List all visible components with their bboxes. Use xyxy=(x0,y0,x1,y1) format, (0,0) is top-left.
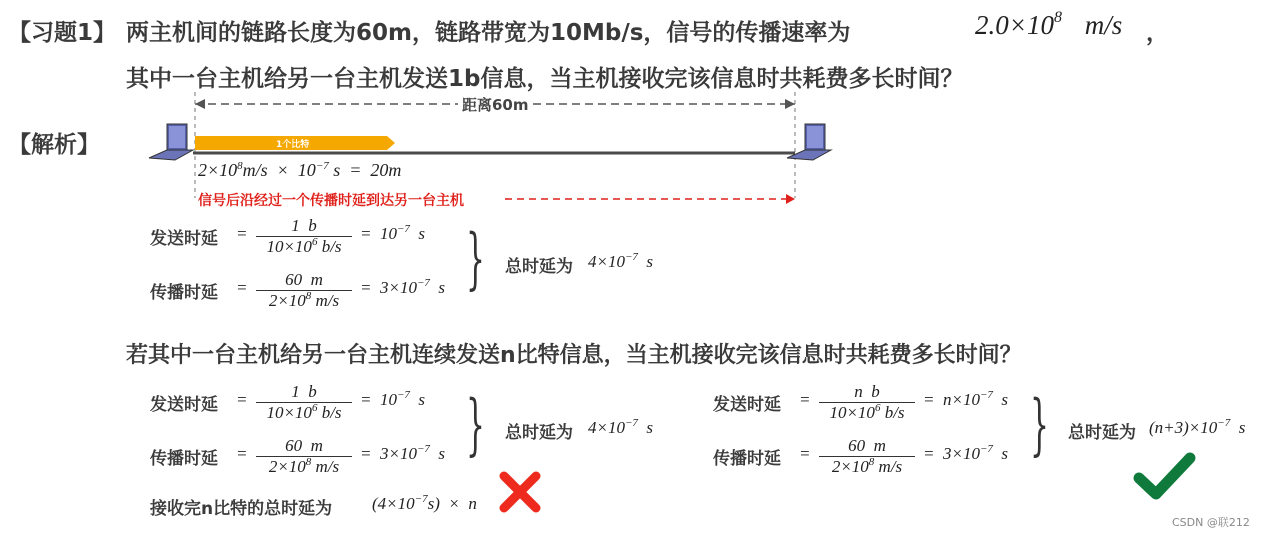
p2r-prop-res-exp: −7 xyxy=(979,443,993,455)
p1-prop-label: 传播时延 xyxy=(150,283,218,303)
p2l-wrong-formula xyxy=(372,494,477,514)
p1-send-res-unit: s xyxy=(418,224,426,243)
p2r-send-num: n b xyxy=(854,382,880,401)
p2l-total-base: 4×10 xyxy=(588,418,625,437)
p2l-send-result: = $10^{-7}$ s xyxy=(360,389,426,409)
distance-arrow-right-head xyxy=(785,99,795,109)
p1-total-label: 总时延为 xyxy=(505,257,573,277)
p2r-prop-result: = $3\times 10^{-7}$ s xyxy=(923,443,1009,463)
question-line-1-text: 两主机间的链路长度为60m，链路带宽为10Mb/s，信号的传播速率为 xyxy=(126,20,851,46)
p2r-prop-label: 传播时延 xyxy=(713,449,781,469)
p2l-total-value xyxy=(588,418,653,438)
p2l-send-eq: = xyxy=(236,390,248,409)
speed-coef: 2.0×10 xyxy=(975,10,1054,40)
p2r-send-eq: = xyxy=(799,390,811,409)
p1-brace: } xyxy=(466,220,485,297)
p2r-total-exp: −7 xyxy=(1217,417,1231,429)
p1-send-result: = $10^{-7}$ s xyxy=(360,223,426,243)
p2r-total-unit: s xyxy=(1238,418,1246,437)
p2r-send-den-exp: 6 xyxy=(874,402,881,415)
p2l-prop-res-unit: s xyxy=(438,444,446,463)
p2l-wrong-b: s) × n xyxy=(427,494,477,513)
p1-prop-den-base: 2×10 xyxy=(268,291,306,311)
calc-a: 2×10 xyxy=(198,160,238,180)
p2r-prop-den-exp: 8 xyxy=(868,456,875,469)
p2l-wrong-exp: −7 xyxy=(414,493,428,505)
p2r-send-res-exp: −7 xyxy=(979,389,993,401)
p2l-prop-num: 60 m xyxy=(285,436,323,455)
p1-send-num: 1 b xyxy=(291,216,317,235)
p2r-total-value xyxy=(1149,418,1245,438)
p2l-send-res-exp: −7 xyxy=(396,389,410,401)
p1-prop-den xyxy=(266,291,342,311)
p2r-prop-den xyxy=(829,457,905,477)
p1-send-res-base: 10 xyxy=(379,224,397,243)
right-laptop-icon xyxy=(787,124,831,160)
p2l-send-frac xyxy=(256,382,352,423)
p2r-prop-res-unit: s xyxy=(1001,444,1009,463)
p2l-send-den xyxy=(263,403,344,423)
distance-arrow-left-head xyxy=(195,99,205,109)
p2l-send-den-base: 10×10 xyxy=(266,403,312,423)
p2r-total-base: (n+3)×10 xyxy=(1149,418,1218,437)
p1-prop-den-unit: m/s xyxy=(315,291,340,311)
p2l-send-res-base: 10 xyxy=(379,390,397,409)
p1-send-den-unit: b/s xyxy=(321,237,342,257)
p2r-prop-res-base: 3×10 xyxy=(942,444,980,463)
p1-total-base: 4×10 xyxy=(588,252,625,271)
p2r-send-res-base: n×10 xyxy=(942,390,980,409)
p2l-prop-den-unit: m/s xyxy=(315,457,340,477)
p2l-prop-den-base: 2×10 xyxy=(268,457,306,477)
p2l-prop-eq: = xyxy=(236,444,248,463)
p2l-prop-res-exp: −7 xyxy=(416,443,430,455)
red-note-arrow-head xyxy=(786,194,795,204)
bit-label: 1个比特 xyxy=(276,140,310,150)
question-2: 若其中一台主机给另一台主机连续发送n比特信息，当主机接收完该信息时共耗费多长时间？ xyxy=(126,343,1022,368)
p2r-prop-num: 60 m xyxy=(848,436,886,455)
calc-b: m/s × 10 xyxy=(242,160,316,180)
check-mark-icon xyxy=(1130,448,1200,504)
speed-formula xyxy=(975,10,1122,41)
p1-send-den-exp: 6 xyxy=(311,236,318,249)
calc-c: s = 20m xyxy=(333,160,402,180)
p1-prop-den-exp: 8 xyxy=(305,290,312,303)
p1-send-eq: = xyxy=(236,224,248,243)
question-line-1-end: ， xyxy=(1146,20,1169,46)
p2l-send-res-unit: s xyxy=(418,390,426,409)
p2l-wrong-a: (4×10 xyxy=(372,494,415,513)
p1-send-den-base: 10×10 xyxy=(266,237,312,257)
p2r-prop-eq: = xyxy=(799,444,811,463)
p1-total-exp: −7 xyxy=(624,251,638,263)
question-line-2: 其中一台主机给另一台主机发送1b信息，当主机接收完该信息时共耗费多长时间？ xyxy=(126,66,964,92)
p2r-brace: } xyxy=(1030,386,1049,463)
p2r-send-label: 发送时延 xyxy=(713,395,781,415)
question-tag: 【习题1】 xyxy=(8,20,117,46)
p1-prop-eq: = xyxy=(236,278,248,297)
p1-prop-num: 60 m xyxy=(285,270,323,289)
p2r-send-den-unit: b/s xyxy=(884,403,905,423)
p2l-wrong-label: 接收完n比特的总时延为 xyxy=(150,499,333,519)
p1-total-value xyxy=(588,252,653,272)
p2l-prop-result: = $3\times 10^{-7}$ s xyxy=(360,443,446,463)
p2l-total-label: 总时延为 xyxy=(505,423,573,443)
p2l-prop-res-base: 3×10 xyxy=(379,444,417,463)
p2r-send-den xyxy=(826,403,907,423)
p1-prop-res-base: 3×10 xyxy=(379,278,417,297)
p1-send-frac xyxy=(256,216,352,257)
p1-send-res-exp: −7 xyxy=(396,223,410,235)
distance-calc xyxy=(198,160,401,181)
p2r-send-den-base: 10×10 xyxy=(829,403,875,423)
p2l-prop-frac xyxy=(256,436,352,477)
p2l-send-den-exp: 6 xyxy=(311,402,318,415)
red-note: 信号后沿经过一个传播时延到达另一台主机 xyxy=(198,193,464,209)
p2r-total-label: 总时延为 xyxy=(1068,423,1136,443)
p1-prop-frac xyxy=(256,270,352,311)
calc-a-exp: 8 xyxy=(237,160,243,172)
left-laptop-icon xyxy=(149,124,193,160)
speed-unit: m/s xyxy=(1084,10,1123,40)
p2r-prop-den-base: 2×10 xyxy=(831,457,869,477)
p2l-send-num: 1 b xyxy=(291,382,317,401)
p2l-prop-den xyxy=(266,457,342,477)
distance-label: 距离60m xyxy=(458,94,533,115)
p2l-prop-den-exp: 8 xyxy=(305,456,312,469)
p1-prop-res-exp: −7 xyxy=(416,277,430,289)
question-line-1 xyxy=(126,14,850,47)
analysis-tag: 【解析】 xyxy=(8,132,100,158)
p2l-prop-label: 传播时延 xyxy=(150,449,218,469)
p2r-send-frac xyxy=(819,382,915,423)
p2r-send-result: = $n\times 10^{-7}$ s xyxy=(923,389,1009,409)
p1-prop-result: = $3\times 10^{-7}$ s xyxy=(360,277,446,297)
p2r-prop-den-unit: m/s xyxy=(878,457,903,477)
p1-send-label: 发送时延 xyxy=(150,229,218,249)
p2l-send-label: 发送时延 xyxy=(150,395,218,415)
watermark: CSDN @联212 xyxy=(1172,516,1250,529)
speed-exp: 8 xyxy=(1053,9,1062,26)
p1-send-den xyxy=(263,237,344,257)
p2r-prop-frac xyxy=(819,436,915,477)
calc-b-exp: −7 xyxy=(315,160,329,172)
p1-prop-res-unit: s xyxy=(438,278,446,297)
p1-total-unit: s xyxy=(646,252,654,271)
p2l-brace: } xyxy=(466,386,485,463)
p2r-send-res-unit: s xyxy=(1001,390,1009,409)
p2l-send-den-unit: b/s xyxy=(321,403,342,423)
wrong-mark-icon xyxy=(498,470,542,514)
p2l-total-exp: −7 xyxy=(624,417,638,429)
p2l-total-unit: s xyxy=(646,418,654,437)
